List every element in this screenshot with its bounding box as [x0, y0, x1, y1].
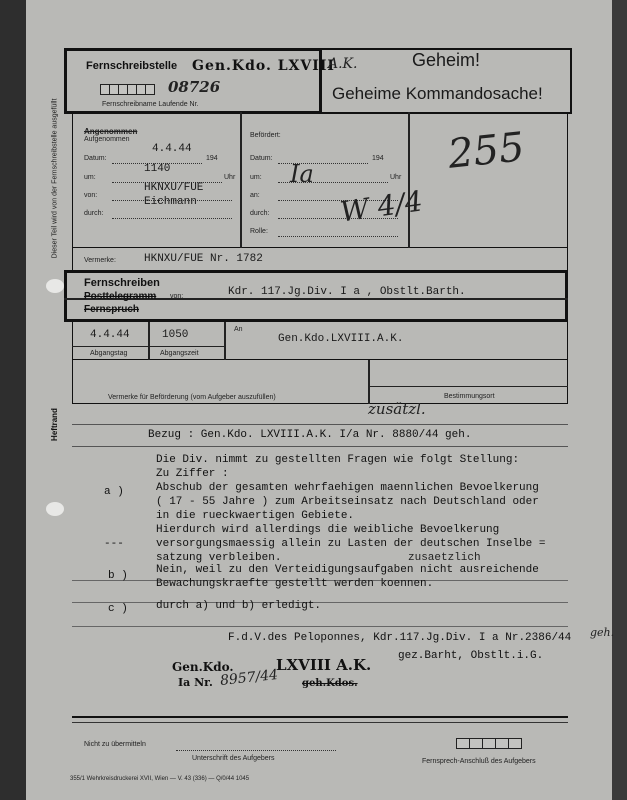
transport-notes-label: Vermerke für Beförderung (vom Aufgeber auszufüllen) — [108, 394, 276, 401]
divider — [148, 322, 150, 360]
handwritten-correction: zusätzl. — [368, 400, 426, 418]
body-line-2: Zu Ziffer : — [156, 468, 229, 480]
handwritten-number: 255 — [445, 124, 527, 178]
fwd-an-label: an: — [250, 192, 260, 199]
receipt-stamp-line2: Ia Nr. — [178, 676, 213, 689]
phone-connection-cells — [456, 738, 521, 749]
departure-date: 4.4.44 — [90, 329, 130, 341]
scan-edge-right — [612, 0, 627, 800]
serial-number-label: Fernschreibname Laufende Nr. — [102, 101, 199, 108]
divider — [224, 322, 226, 360]
margin-note-vertical: Dieser Teil wird von der Fernschreibstelle ausgefüllt — [51, 98, 59, 259]
body-line-3: Abschub der gesamten wehrfaehigen maennlichen Bevoelkerung — [156, 482, 539, 494]
divider — [368, 386, 568, 387]
item-label-b: b ) — [108, 570, 128, 582]
ruled-line — [72, 446, 568, 447]
received-time: 1140 — [144, 163, 171, 175]
fwd-um-label: um: — [250, 174, 262, 181]
sender-value: Kdr. 117.Jg.Div. I a , Obstlt.Barth. — [228, 286, 466, 298]
item-label-a: a ) — [104, 486, 124, 498]
item-label-dash: --- — [104, 538, 124, 550]
signature-annotation: geh. — [590, 626, 615, 639]
an-label: An — [234, 326, 243, 333]
fernschreibstelle-label: Fernschreibstelle — [86, 60, 178, 72]
received-date: 4.4.44 — [152, 143, 192, 155]
postelegramm-crossed: Posttelegramm — [84, 291, 157, 302]
fernspruch-crossed: Fernspruch — [84, 304, 140, 315]
aufgenommen-crossed: Angenommen — [84, 127, 138, 136]
body-line-5: in die rueckwaertigen Gebiete. — [156, 510, 355, 522]
destination-label: Bestimmungsort — [444, 393, 495, 400]
receipt-stamp-number: 8957/44 — [219, 667, 279, 689]
geheim-label: Geheim! — [412, 50, 481, 70]
received-from: HKNXU/FUE — [144, 182, 204, 194]
footer-rule — [72, 722, 568, 723]
body-line-1: Die Div. nimmt zu gestellten Fragen wie folgt Stellung: — [156, 454, 520, 466]
serial-number: 08726 — [168, 78, 221, 96]
durch-label: durch: — [84, 210, 104, 217]
um-label: um: — [84, 174, 96, 181]
forwarded-to-handwriting: Ia — [290, 160, 314, 188]
body-line-10: Bewachungskraefte gestellt werden koennen. — [156, 578, 434, 590]
datum-label: Datum: — [84, 155, 107, 162]
von-sender-label: von: — [170, 293, 184, 300]
printer-imprint: 355/1 Wehrkreisdruckerei XVII, Wien — V. 43 (336) — Q/0/44 1045 — [70, 776, 250, 782]
befoerdert-label: Befördert: — [250, 132, 281, 139]
divider — [408, 112, 410, 248]
divider — [72, 346, 224, 347]
abgangstag-label: Abgangstag — [90, 350, 128, 357]
von-label: von: — [84, 192, 98, 199]
received-by: Eichmann — [144, 196, 197, 208]
geheime-kommandosache-label: Geheime Kommandosache! — [332, 84, 543, 103]
fwd-durch-label: durch: — [250, 210, 270, 217]
reference-line: Bezug : Gen.Kdo. LXVIII.A.K. I/a Nr. 8880/44 geh. — [148, 429, 472, 441]
heftrand-label: Heftrand — [49, 408, 59, 441]
receipt-stamp-unit: LXVIII A.K. — [276, 656, 372, 674]
item-label-c: c ) — [108, 603, 128, 615]
body-line-4: ( 17 - 55 Jahre ) zum Arbeitseinsatz nach Deutschland oder — [156, 496, 539, 508]
receipt-stamp-line1: Gen.Kdo. — [172, 660, 234, 674]
punch-hole-bottom — [46, 502, 64, 516]
year-label: 194 — [206, 155, 218, 162]
receipt-stamp-secret: geh.Kdos. — [302, 678, 358, 689]
signature-line-2: gez.Barht, Obstlt.i.G. — [398, 650, 544, 662]
phone-connection-label: Fernsprech-Anschluß des Aufgebers — [422, 758, 536, 765]
body-line-9: Nein, weil zu den Verteidigungsaufgaben nicht ausreichende — [156, 564, 539, 576]
fwd-uhr-label: Uhr — [390, 174, 402, 181]
fernschreiben-label: Fernschreiben — [84, 277, 160, 289]
sender-signature-label: Unterschrift des Aufgebers — [192, 755, 275, 762]
scan-edge-left — [0, 0, 26, 800]
fwd-datum-label: Datum: — [250, 155, 273, 162]
recipient-value: Gen.Kdo.LXVIII.A.K. — [278, 333, 404, 345]
command-stamp: Gen.Kdo. LXVIII — [192, 58, 335, 74]
command-annotation: A.K. — [328, 56, 358, 72]
divider — [368, 360, 370, 404]
handwritten-insert: zusaetzlich — [408, 552, 481, 564]
uhr-label: Uhr — [224, 174, 236, 181]
ruled-line — [72, 424, 568, 425]
abgangszeit-label: Abgangszeit — [160, 350, 199, 357]
serial-number-cells — [100, 84, 154, 95]
vermerke-value: HKNXU/FUE Nr. 1782 — [144, 253, 263, 265]
not-to-transmit-label: Nicht zu übermitteln — [84, 741, 146, 748]
fwd-year-label: 194 — [372, 155, 384, 162]
body-line-11: durch a) und b) erledigt. — [156, 600, 322, 612]
body-line-8: satzung verbleiben. — [156, 552, 282, 564]
footer-rule — [72, 716, 568, 718]
body-line-6: Hierdurch wird allerdings die weibliche Bevoelkerung — [156, 524, 500, 536]
divider — [240, 112, 242, 248]
signature-line-1: F.d.V.des Peloponnes, Kdr.117.Jg.Div. I a Nr.2386/44 — [228, 632, 572, 644]
departure-time: 1050 — [162, 329, 189, 341]
vermerke-label: Vermerke: — [84, 257, 116, 264]
aufgenommen-label: Aufgenommen — [84, 136, 130, 143]
ruled-line — [72, 626, 568, 627]
fwd-rolle-label: Rolle: — [250, 228, 268, 235]
body-line-7: versorgungsmaessig allein zu Lasten der deutschen Inselbe = — [156, 538, 546, 550]
forwarded-initials: W 4/4 — [338, 184, 425, 229]
